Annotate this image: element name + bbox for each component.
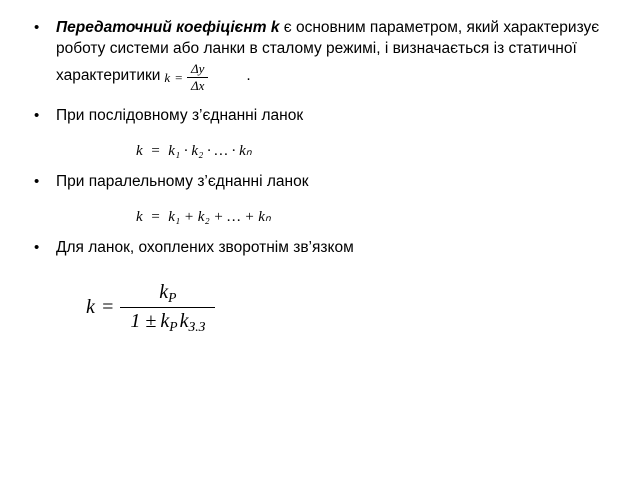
formula-feedback-den-k2-sub: З.З: [188, 318, 206, 334]
formula-series-terms: k₁ · k₂ · … · kₙ: [168, 142, 252, 159]
bullet-transfer-coefficient: [26, 18, 614, 92]
sentence-period: .: [246, 66, 251, 84]
formula-feedback-num-sub: Р: [168, 289, 177, 305]
formula-feedback-den-k1-sub: Р: [169, 318, 178, 334]
formula-feedback-eq: =: [100, 295, 115, 318]
bullet-feedback-connection: [26, 238, 614, 259]
term-transfer-coefficient: Передаточний коефіцієнт k: [56, 19, 280, 36]
formula-parallel: [26, 207, 614, 226]
formula-feedback-den-k2: [180, 310, 206, 332]
formula-series-eq: =: [150, 142, 161, 159]
paragraph-transfer-coefficient: [56, 18, 614, 92]
formula-feedback-den-k1: [160, 310, 177, 332]
formula-feedback-num-base: k: [159, 280, 169, 303]
formula-definition-denominator: Δx: [187, 77, 208, 94]
formula-feedback: [26, 281, 614, 334]
formula-series-lhs: k: [136, 142, 143, 159]
text-transfer-coefficient: є основним параметром, який характеризує роботу системи або ланки в сталому режимі, і визначається із статичної характеритики: [56, 19, 600, 84]
bullet-parallel-connection: [26, 172, 614, 193]
formula-parallel-terms: k₁ + k₂ + … + kₙ: [168, 208, 271, 225]
formula-feedback-lhs: k: [86, 295, 95, 318]
text-series-connection: • При послідовному з’єднанні ланок: [56, 106, 304, 124]
text-parallel-connection: • При паралельному з’єднанні ланок: [56, 172, 309, 190]
formula-definition: [164, 62, 208, 94]
formula-series: [26, 141, 614, 160]
formula-definition-eq: =: [174, 70, 183, 86]
text-feedback-connection: • Для ланок, охоплених зворотнім зв’язком: [56, 238, 354, 256]
formula-feedback-den-k1-base: k: [160, 309, 170, 332]
formula-parallel-lhs: k: [136, 208, 143, 225]
formula-definition-lhs: k: [164, 70, 171, 86]
formula-feedback-fraction: [120, 281, 215, 334]
formula-feedback-den-k2-base: k: [179, 309, 189, 332]
formula-parallel-eq: =: [150, 208, 161, 225]
formula-definition-fraction: [187, 62, 208, 94]
formula-definition-numerator: Δy: [190, 60, 205, 76]
formula-feedback-den-prefix: 1 ±: [130, 309, 157, 332]
formula-feedback-numerator: [120, 281, 215, 307]
bullet-series-connection: [26, 106, 614, 127]
formula-feedback-denominator: [120, 307, 215, 334]
bullet-list: [26, 18, 614, 259]
